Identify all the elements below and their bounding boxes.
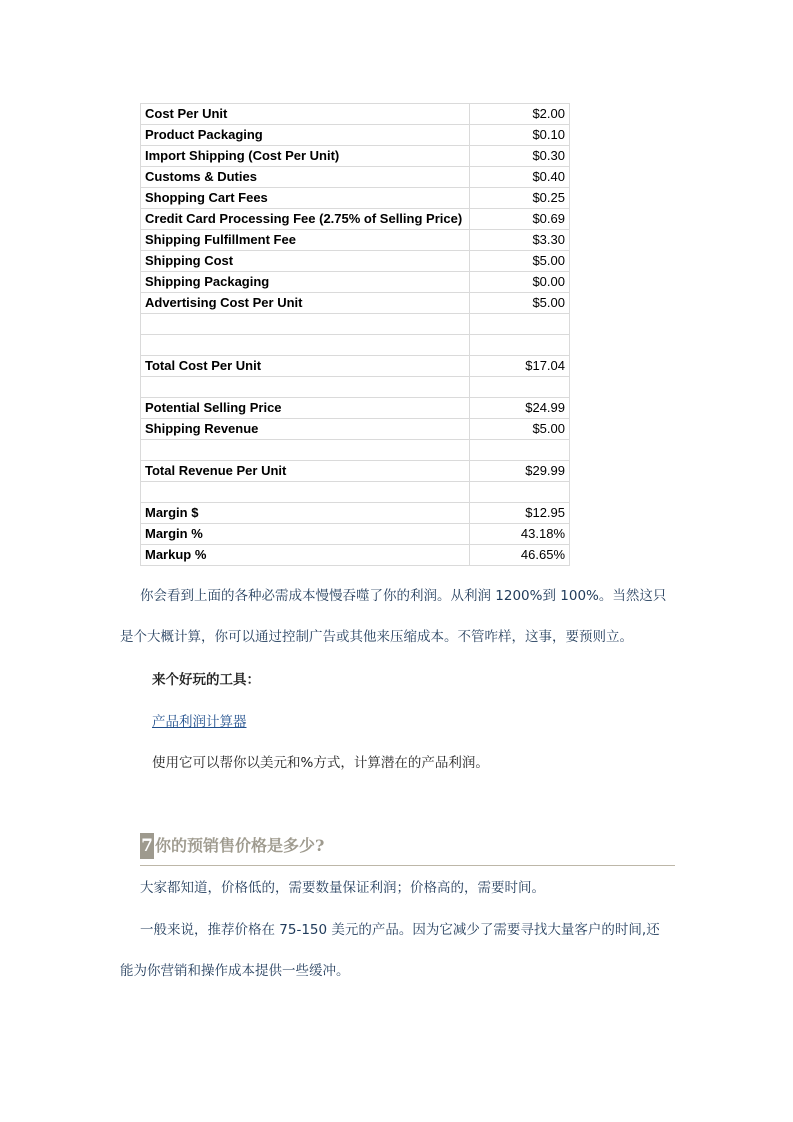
cost-value-cell: [469, 314, 569, 335]
tool-description: 使用它可以帮你以美元和%方式，计算潜在的产品利润。: [152, 755, 489, 771]
profit-calculator-link[interactable]: 产品利润计算器: [152, 714, 247, 730]
cost-value-cell: $0.30: [469, 146, 569, 167]
cost-label-cell: [141, 314, 470, 335]
table-row: [141, 167, 570, 188]
tool-section-title: 来个好玩的工具：: [152, 672, 260, 688]
cost-value-cell: $24.99: [469, 398, 569, 419]
cost-value-cell: $0.25: [469, 188, 569, 209]
table-row: [141, 209, 570, 230]
cost-breakdown-table: [140, 103, 570, 566]
cost-value-cell: $29.99: [469, 461, 569, 482]
pricing-paragraph: 大家都知道，价格低的，需要数量保证利润；价格高的，需要时间。: [140, 880, 545, 896]
cost-label-cell: Potential Selling Price: [141, 398, 470, 419]
cost-label-cell: Shipping Fulfillment Fee: [141, 230, 470, 251]
table-row: [141, 356, 570, 377]
table-row: [141, 419, 570, 440]
cost-label-cell: Margin $: [141, 503, 470, 524]
cost-table-body: [141, 104, 570, 566]
cost-value-cell: $0.00: [469, 272, 569, 293]
table-row: [141, 125, 570, 146]
table-row: [141, 188, 570, 209]
cost-label-cell: Total Revenue Per Unit: [141, 461, 470, 482]
cost-value-cell: $5.00: [469, 419, 569, 440]
table-row: [141, 524, 570, 545]
table-row: [141, 272, 570, 293]
table-row: [141, 482, 570, 503]
cost-value-cell: 46.65%: [469, 545, 569, 566]
cost-label-cell: [141, 335, 470, 356]
cost-label-cell: Shipping Packaging: [141, 272, 470, 293]
cost-label-cell: Shipping Revenue: [141, 419, 470, 440]
table-row: [141, 293, 570, 314]
table-row: [141, 440, 570, 461]
cost-value-cell: [469, 335, 569, 356]
cost-value-cell: $5.00: [469, 293, 569, 314]
cost-value-cell: [469, 482, 569, 503]
table-row: [141, 251, 570, 272]
cost-label-cell: Import Shipping (Cost Per Unit): [141, 146, 470, 167]
table-row: [141, 230, 570, 251]
cost-label-cell: Customs & Duties: [141, 167, 470, 188]
cost-value-cell: [469, 377, 569, 398]
section-title: 你的预销售价格是多少?: [155, 836, 325, 855]
cost-value-cell: $2.00: [469, 104, 569, 125]
recommendation-paragraph-line-2: 能为你营销和操作成本提供一些缓冲。: [120, 963, 350, 979]
table-row: [141, 335, 570, 356]
cost-paragraph-line-2: 是个大概计算，你可以通过控制广告或其他来压缩成本。不管咋样，这事，要预则立。: [120, 629, 633, 645]
cost-value-cell: $12.95: [469, 503, 569, 524]
cost-value-cell: 43.18%: [469, 524, 569, 545]
cost-label-cell: Cost Per Unit: [141, 104, 470, 125]
cost-paragraph-line-1: 你会看到上面的各种必需成本慢慢吞噬了你的利润。从利润 1200%到 100%。当然这只: [140, 588, 667, 604]
table-row: [141, 146, 570, 167]
section-number-badge: 7: [140, 833, 154, 859]
cost-value-cell: $5.00: [469, 251, 569, 272]
cost-value-cell: $0.10: [469, 125, 569, 146]
cost-label-cell: [141, 482, 470, 503]
cost-label-cell: Margin %: [141, 524, 470, 545]
table-row: [141, 398, 570, 419]
cost-value-cell: $0.69: [469, 209, 569, 230]
cost-value-cell: $17.04: [469, 356, 569, 377]
cost-label-cell: Shopping Cart Fees: [141, 188, 470, 209]
section-heading: [140, 831, 675, 866]
cost-label-cell: Shipping Cost: [141, 251, 470, 272]
cost-label-cell: Advertising Cost Per Unit: [141, 293, 470, 314]
table-row: [141, 104, 570, 125]
cost-label-cell: Credit Card Processing Fee (2.75% of Selling Price): [141, 209, 470, 230]
cost-value-cell: $3.30: [469, 230, 569, 251]
cost-label-cell: Markup %: [141, 545, 470, 566]
cost-label-cell: Product Packaging: [141, 125, 470, 146]
table-row: [141, 503, 570, 524]
table-row: [141, 314, 570, 335]
cost-value-cell: [469, 440, 569, 461]
table-row: [141, 377, 570, 398]
table-row: [141, 461, 570, 482]
cost-label-cell: [141, 440, 470, 461]
recommendation-paragraph-line-1: 一般来说，推荐价格在 75-150 美元的产品。因为它减少了需要寻找大量客户的时间,还: [140, 922, 660, 938]
cost-label-cell: Total Cost Per Unit: [141, 356, 470, 377]
table-row: [141, 545, 570, 566]
cost-label-cell: [141, 377, 470, 398]
cost-value-cell: $0.40: [469, 167, 569, 188]
